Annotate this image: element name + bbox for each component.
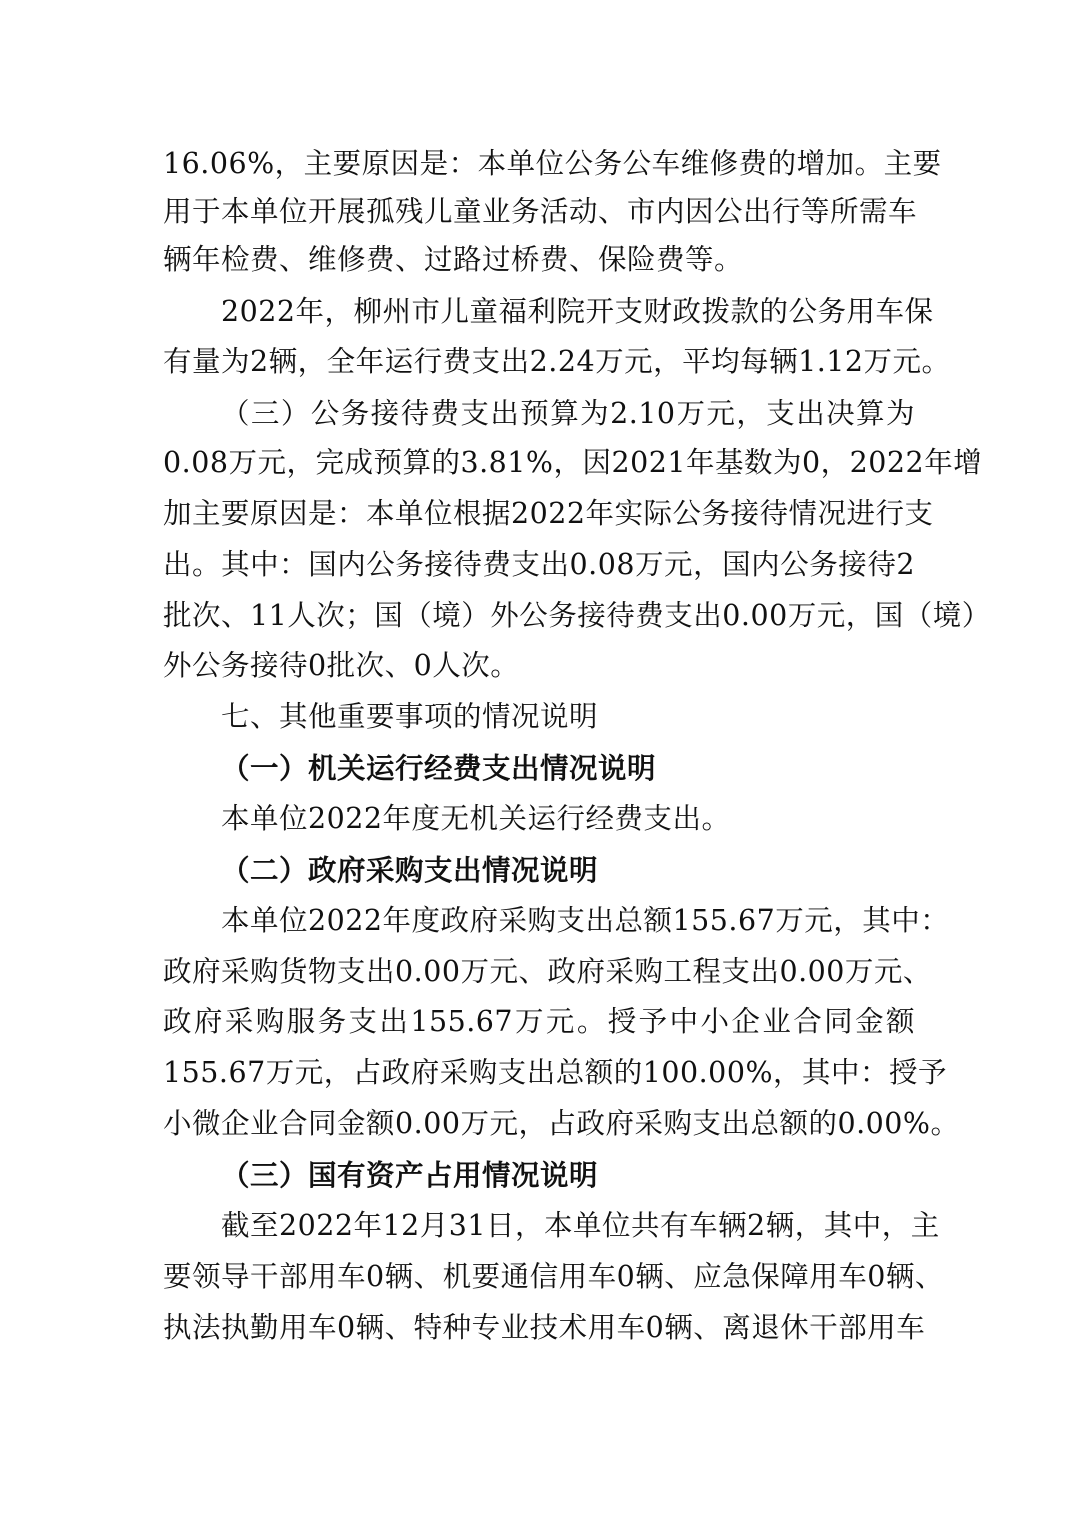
- sub3-line-3: 执法执勤用车0辆、特种专业技术用车0辆、离退休干部用车: [163, 1311, 926, 1344]
- sub1-heading: （一）机关运行经费支出情况说明: [221, 751, 657, 785]
- p3-line-4: 出。其中：国内公务接待费支出0.08万元，国内公务接待2: [163, 548, 915, 581]
- sub2-heading: （二）政府采购支出情况说明: [221, 853, 599, 887]
- p1-line-1: 16.06%，主要原因是：本单位公务公车维修费的增加。主要: [163, 147, 942, 180]
- sub2-line-4: 155.67万元，占政府采购支出总额的100.00%，其中：授予: [163, 1056, 948, 1089]
- p1-line-2: 用于本单位开展孤残儿童业务活动、市内因公出行等所需车: [163, 195, 918, 228]
- p2-line-1: 2022年，柳州市儿童福利院开支财政拨款的公务用车保: [221, 295, 934, 328]
- p3-line-2: 0.08万元，完成预算的3.81%，因2021年基数为0，2022年增: [163, 446, 983, 479]
- sub3-heading: （三）国有资产占用情况说明: [221, 1158, 599, 1192]
- sub3-line-2: 要领导干部用车0辆、机要通信用车0辆、应急保障用车0辆、: [163, 1260, 944, 1293]
- p3-line-3: 加主要原因是：本单位根据2022年实际公务接待情况进行支: [163, 497, 934, 530]
- sub3-line-1: 截至2022年12月31日，本单位共有车辆2辆，其中，主: [221, 1209, 940, 1242]
- p3-line-6: 外公务接待0批次、0人次。: [163, 649, 520, 682]
- sub1-line-1: 本单位2022年度无机关运行经费支出。: [221, 802, 731, 835]
- p2-line-2: 有量为2辆，全年运行费支出2.24万元，平均每辆1.12万元。: [163, 345, 951, 378]
- p1-line-3: 辆年检费、维修费、过路过桥费、保险费等。: [163, 243, 744, 276]
- section-heading: 七、其他重要事项的情况说明: [221, 700, 599, 733]
- sub2-line-3: 政府采购服务支出155.67万元。授予中小企业合同金额: [163, 1005, 915, 1038]
- sub2-line-5: 小微企业合同金额0.00万元，占政府采购支出总额的0.00%。: [163, 1107, 960, 1140]
- p3-line-5: 批次、11人次；国（境）外公务接待费支出0.00万元，国（境）: [163, 599, 991, 632]
- p3-line-1: （三）公务接待费支出预算为2.10万元，支出决算为: [221, 397, 915, 430]
- sub2-line-2: 政府采购货物支出0.00万元、政府采购工程支出0.00万元、: [163, 955, 932, 988]
- sub2-line-1: 本单位2022年度政府采购支出总额155.67万元，其中：: [221, 904, 950, 937]
